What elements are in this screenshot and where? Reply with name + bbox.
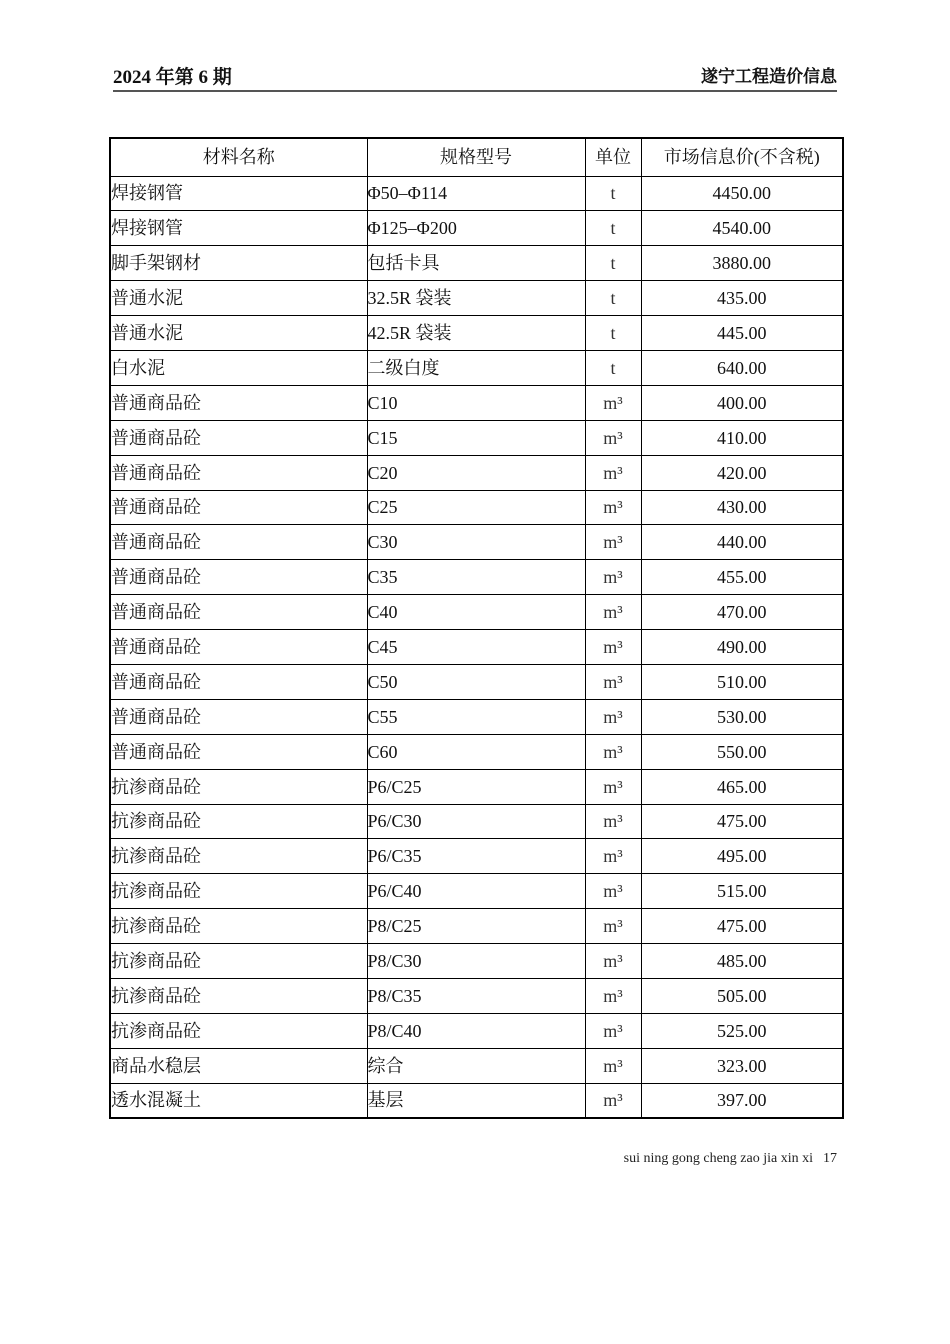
price-cell: 4450.00 xyxy=(641,176,843,211)
unit-cell: m³ xyxy=(585,630,641,665)
price-cell: 455.00 xyxy=(641,560,843,595)
table-row xyxy=(110,1048,843,1083)
price-cell: 445.00 xyxy=(641,316,843,351)
spec-cell: P8/C25 xyxy=(367,909,585,944)
spec-cell: Φ50–Φ114 xyxy=(367,176,585,211)
material-name-cell: 普通商品砼 xyxy=(110,595,367,630)
spec-cell: C35 xyxy=(367,560,585,595)
spec-cell: C50 xyxy=(367,664,585,699)
price-cell: 640.00 xyxy=(641,350,843,385)
material-name-cell: 普通商品砼 xyxy=(110,490,367,525)
table-body xyxy=(110,176,843,1118)
spec-cell: 32.5R 袋装 xyxy=(367,281,585,316)
spec-cell: Φ125–Φ200 xyxy=(367,211,585,246)
unit-cell: m³ xyxy=(585,455,641,490)
spec-cell: P6/C30 xyxy=(367,804,585,839)
material-name-cell: 普通商品砼 xyxy=(110,630,367,665)
unit-cell: m³ xyxy=(585,769,641,804)
spec-cell: C60 xyxy=(367,734,585,769)
price-cell: 525.00 xyxy=(641,1013,843,1048)
price-cell: 515.00 xyxy=(641,874,843,909)
price-table xyxy=(109,137,844,1119)
column-header-material: 材料名称 xyxy=(110,138,367,176)
spec-cell: 基层 xyxy=(367,1083,585,1118)
table-row xyxy=(110,769,843,804)
unit-cell: t xyxy=(585,246,641,281)
table-row xyxy=(110,1013,843,1048)
unit-cell: t xyxy=(585,281,641,316)
page-footer xyxy=(624,1151,837,1167)
material-name-cell: 普通商品砼 xyxy=(110,734,367,769)
spec-cell: C20 xyxy=(367,455,585,490)
spec-cell: C30 xyxy=(367,525,585,560)
material-name-cell: 焊接钢管 xyxy=(110,176,367,211)
price-cell: 3880.00 xyxy=(641,246,843,281)
unit-cell: m³ xyxy=(585,595,641,630)
unit-cell: m³ xyxy=(585,944,641,979)
unit-cell: t xyxy=(585,316,641,351)
price-cell: 465.00 xyxy=(641,769,843,804)
unit-cell: m³ xyxy=(585,804,641,839)
table-row xyxy=(110,1083,843,1118)
material-name-cell: 抗渗商品砼 xyxy=(110,944,367,979)
price-cell: 510.00 xyxy=(641,664,843,699)
footer-pinyin: sui ning gong cheng zao jia xin xi xyxy=(623,1151,813,1166)
unit-cell: m³ xyxy=(585,978,641,1013)
page-header xyxy=(113,60,837,92)
table-row xyxy=(110,839,843,874)
table-row xyxy=(110,630,843,665)
table-row xyxy=(110,909,843,944)
price-cell: 490.00 xyxy=(641,630,843,665)
column-header-spec: 规格型号 xyxy=(367,138,585,176)
table-row xyxy=(110,316,843,351)
column-header-price: 市场信息价(不含税) xyxy=(641,138,843,176)
spec-cell: P6/C25 xyxy=(367,769,585,804)
spec-cell: P8/C30 xyxy=(367,944,585,979)
unit-cell: m³ xyxy=(585,420,641,455)
material-name-cell: 普通商品砼 xyxy=(110,699,367,734)
unit-cell: m³ xyxy=(585,664,641,699)
unit-cell: m³ xyxy=(585,699,641,734)
price-cell: 440.00 xyxy=(641,525,843,560)
price-cell: 495.00 xyxy=(641,839,843,874)
unit-cell: m³ xyxy=(585,1083,641,1118)
spec-cell: P8/C40 xyxy=(367,1013,585,1048)
table-row xyxy=(110,944,843,979)
spec-cell: 42.5R 袋装 xyxy=(367,316,585,351)
spec-cell: C25 xyxy=(367,490,585,525)
table-row xyxy=(110,420,843,455)
price-cell: 397.00 xyxy=(641,1083,843,1118)
table-row xyxy=(110,664,843,699)
price-cell: 435.00 xyxy=(641,281,843,316)
table-row xyxy=(110,176,843,211)
spec-cell: 综合 xyxy=(367,1048,585,1083)
table-row xyxy=(110,281,843,316)
spec-cell: C45 xyxy=(367,630,585,665)
material-name-cell: 普通商品砼 xyxy=(110,420,367,455)
price-cell: 550.00 xyxy=(641,734,843,769)
table-row xyxy=(110,490,843,525)
material-name-cell: 抗渗商品砼 xyxy=(110,1013,367,1048)
unit-cell: m³ xyxy=(585,385,641,420)
material-name-cell: 抗渗商品砼 xyxy=(110,909,367,944)
price-cell: 400.00 xyxy=(641,385,843,420)
table-row xyxy=(110,455,843,490)
material-name-cell: 抗渗商品砼 xyxy=(110,978,367,1013)
unit-cell: t xyxy=(585,211,641,246)
unit-cell: m³ xyxy=(585,490,641,525)
unit-cell: m³ xyxy=(585,525,641,560)
unit-cell: m³ xyxy=(585,909,641,944)
table-row xyxy=(110,978,843,1013)
price-cell: 430.00 xyxy=(641,490,843,525)
page-number: 17 xyxy=(823,1151,837,1166)
material-name-cell: 抗渗商品砼 xyxy=(110,839,367,874)
price-cell: 410.00 xyxy=(641,420,843,455)
price-cell: 475.00 xyxy=(641,804,843,839)
material-name-cell: 抗渗商品砼 xyxy=(110,874,367,909)
table-row xyxy=(110,560,843,595)
price-cell: 485.00 xyxy=(641,944,843,979)
table-row xyxy=(110,804,843,839)
material-name-cell: 普通水泥 xyxy=(110,316,367,351)
unit-cell: m³ xyxy=(585,1048,641,1083)
spec-cell: P6/C35 xyxy=(367,839,585,874)
price-cell: 4540.00 xyxy=(641,211,843,246)
table-row xyxy=(110,246,843,281)
unit-cell: t xyxy=(585,176,641,211)
spec-cell: P8/C35 xyxy=(367,978,585,1013)
table-row xyxy=(110,385,843,420)
material-name-cell: 焊接钢管 xyxy=(110,211,367,246)
table-row xyxy=(110,211,843,246)
material-name-cell: 普通商品砼 xyxy=(110,525,367,560)
material-name-cell: 抗渗商品砼 xyxy=(110,804,367,839)
material-name-cell: 普通水泥 xyxy=(110,281,367,316)
material-name-cell: 脚手架钢材 xyxy=(110,246,367,281)
column-header-unit: 单位 xyxy=(585,138,641,176)
spec-cell: 包括卡具 xyxy=(367,246,585,281)
material-name-cell: 白水泥 xyxy=(110,350,367,385)
spec-cell: C15 xyxy=(367,420,585,455)
publication-title: 遂宁工程造价信息 xyxy=(701,67,837,87)
price-cell: 505.00 xyxy=(641,978,843,1013)
price-cell: 323.00 xyxy=(641,1048,843,1083)
material-name-cell: 透水混凝土 xyxy=(110,1083,367,1118)
unit-cell: m³ xyxy=(585,734,641,769)
spec-cell: P6/C40 xyxy=(367,874,585,909)
material-name-cell: 普通商品砼 xyxy=(110,560,367,595)
material-name-cell: 普通商品砼 xyxy=(110,455,367,490)
unit-cell: t xyxy=(585,350,641,385)
material-name-cell: 商品水稳层 xyxy=(110,1048,367,1083)
spec-cell: C10 xyxy=(367,385,585,420)
material-name-cell: 普通商品砼 xyxy=(110,664,367,699)
issue-label: 2024 年第 6 期 xyxy=(113,67,232,88)
material-name-cell: 普通商品砼 xyxy=(110,385,367,420)
spec-cell: 二级白度 xyxy=(367,350,585,385)
table-row xyxy=(110,734,843,769)
table-row xyxy=(110,350,843,385)
table-row xyxy=(110,874,843,909)
price-cell: 420.00 xyxy=(641,455,843,490)
spec-cell: C55 xyxy=(367,699,585,734)
unit-cell: m³ xyxy=(585,874,641,909)
price-cell: 470.00 xyxy=(641,595,843,630)
price-cell: 530.00 xyxy=(641,699,843,734)
table-header-row xyxy=(110,138,843,176)
price-cell: 475.00 xyxy=(641,909,843,944)
spec-cell: C40 xyxy=(367,595,585,630)
unit-cell: m³ xyxy=(585,1013,641,1048)
table-row xyxy=(110,595,843,630)
unit-cell: m³ xyxy=(585,839,641,874)
table-row xyxy=(110,699,843,734)
material-name-cell: 抗渗商品砼 xyxy=(110,769,367,804)
unit-cell: m³ xyxy=(585,560,641,595)
table-row xyxy=(110,525,843,560)
